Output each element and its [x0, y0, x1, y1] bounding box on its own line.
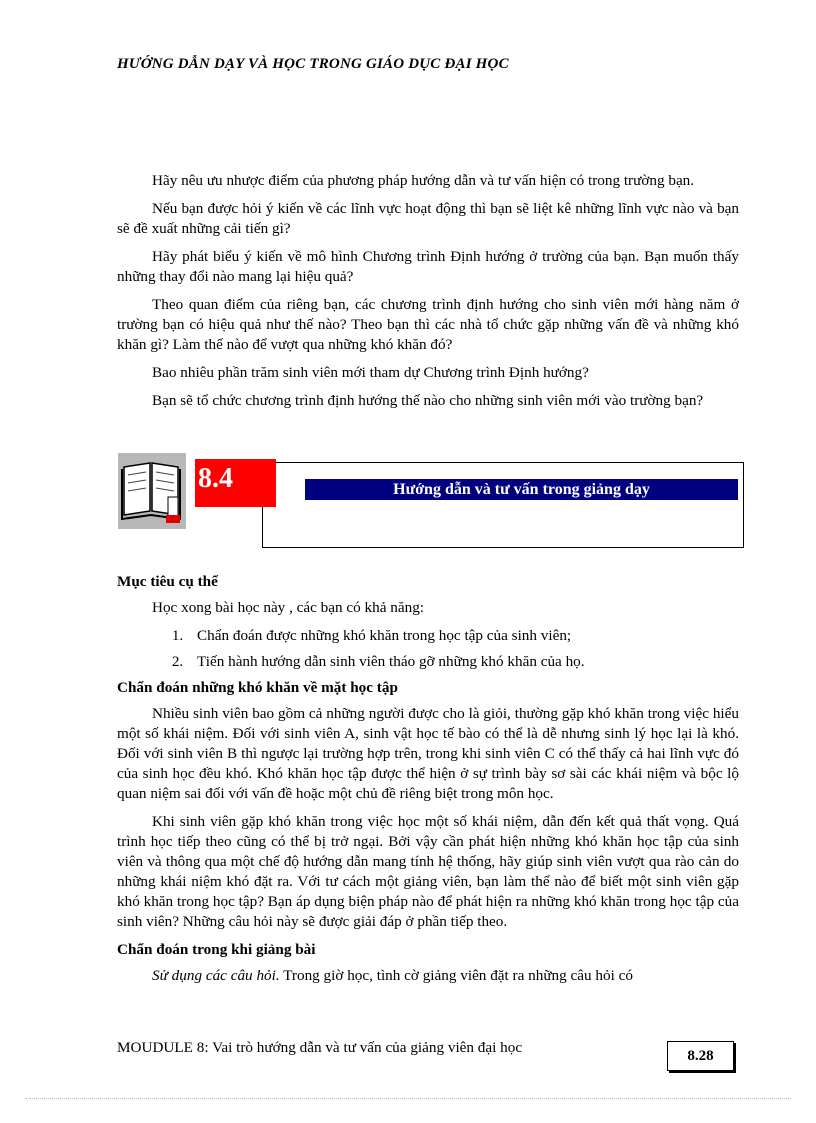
teaching-heading: Chẩn đoán trong khi giảng bài — [117, 941, 316, 958]
section-frame — [262, 462, 744, 548]
page-number: 8.28 — [667, 1041, 734, 1071]
main-content — [117, 572, 739, 994]
diagnosis-paragraph-2: Khi sinh viên gặp khó khăn trong việc học một số khái niệm, dẫn đến kết quả thất vọng. Quá trình học tiếp theo cũng có thể bị trở ngại. Bởi vậy cần phát hiện những khó khăn học tập của sinh viên và thông qua một chế độ hướng dẫn mang tính hệ thống, hãy giúp sinh viên vượt qua rào cản do những khái niệm khó đặt ra. Với tư cách một giảng viên, bạn làm thế nào để biết một sinh viên gặp khó khăn trong học tập? Bạn áp dụng biện pháp nào để phát hiện ra những khó khăn trong học tập của sinh viên? Những câu hỏi này sẽ được giải đáp ở phần tiếp theo. — [117, 813, 739, 930]
open-book-icon — [118, 453, 186, 529]
question-3: Hãy phát biểu ý kiến về mô hình Chương trình Định hướng ở trường của bạn. Bạn muốn thấy những thay đổi nào mang lại hiệu quả? — [117, 248, 739, 285]
objective-item: 2. Tiến hành hướng dẫn sinh viên tháo gỡ những khó khăn của họ. — [187, 652, 739, 672]
footer-text: MOUDULE 8: Vai trò hướng dẫn và tư vấn của giảng viên đại học — [117, 1039, 523, 1056]
section-title: Hướng dẫn và tư vấn trong giảng dạy — [305, 479, 738, 500]
teaching-text: Trong giờ học, tình cờ giảng viên đặt ra những câu hỏi có — [279, 967, 633, 984]
teaching-paragraph — [117, 966, 739, 986]
objective-item: 1. Chẩn đoán được những khó khăn trong học tập của sinh viên; — [187, 626, 739, 646]
objectives-intro: Học xong bài học này , các bạn có khả năng: — [152, 599, 425, 616]
section-number: 8.4 — [195, 459, 276, 507]
question-2: Nếu bạn được hỏi ý kiến về các lĩnh vực hoạt động thì bạn sẽ liệt kê những lĩnh vực nào và bạn sẽ đề xuất những cải tiến gì? — [117, 200, 739, 237]
teaching-lead: Sử dụng các câu hỏi. — [152, 967, 280, 984]
objectives-heading: Mục tiêu cụ thể — [117, 573, 218, 590]
section-frame-edge — [262, 507, 263, 548]
question-1: Hãy nêu ưu nhược điểm của phương pháp hướng dẫn và tư vấn hiện có trong trường bạn. — [152, 172, 695, 189]
question-6: Bạn sẽ tổ chức chương trình định hướng thế nào cho những sinh viên mới vào trường bạn? — [152, 392, 704, 409]
diagnosis-heading: Chẩn đoán những khó khăn về mặt học tập — [117, 679, 398, 696]
page-bottom-divider — [25, 1098, 791, 1099]
reflection-questions — [117, 171, 739, 419]
running-header: HƯỚNG DẪN DẠY VÀ HỌC TRONG GIÁO DỤC ĐẠI HỌC — [117, 56, 509, 72]
diagnosis-paragraph-1: Nhiều sinh viên bao gồm cả những người được cho là giỏi, thường gặp khó khăn trong việc hiểu một số khái niệm. Đối với sinh viên A, sinh vật học tế bào có thể là dễ nhưng sinh lý học lại là khó. Đối với sinh viên B thì ngược lại trường hợp trên, trong khi sinh viên C có thể thấy cả hai lĩnh vực đó của sinh học đều khó. Khó khăn học tập được thể hiện ở sự trình bày sơ sài các khái niệm và bộc lộ quan niệm sai đối với vấn đề hoặc một chủ đề riêng biệt trong môn học. — [117, 705, 739, 802]
question-5: Bao nhiêu phần trăm sinh viên mới tham dự Chương trình Định hướng? — [152, 364, 589, 381]
objectives-list — [117, 626, 739, 672]
question-4: Theo quan điểm của riêng bạn, các chương trình định hướng cho sinh viên mới hàng năm ở trường bạn có hiệu quả như thế nào? Theo bạn thì các nhà tổ chức gặp những vấn đề và những khó khăn gì? Làm thế nào để vượt qua những khó khăn đó? — [117, 296, 739, 353]
